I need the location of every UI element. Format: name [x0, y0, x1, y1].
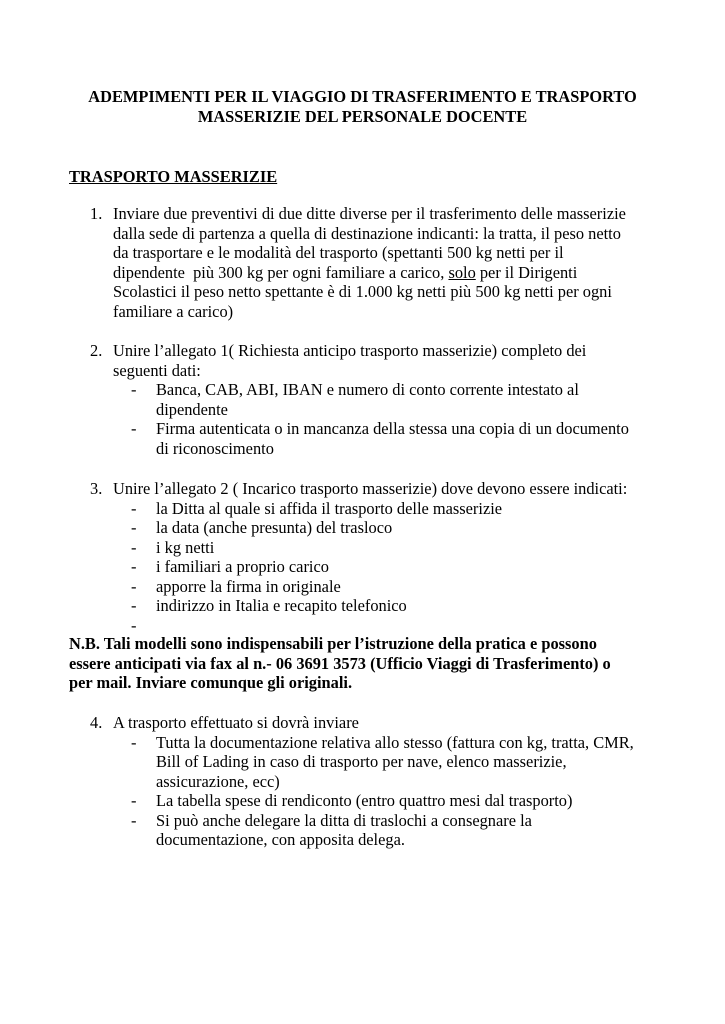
- sub-list: [69, 380, 669, 458]
- dash-bullet: -: [131, 537, 137, 557]
- text-line: i kg netti: [156, 537, 215, 557]
- text-line: Tutta la documentazione relativa allo stesso (fattura con kg, tratta, CMR,: [156, 732, 634, 752]
- text-line: La tabella spese di rendiconto (entro quattro mesi dal trasporto): [156, 791, 573, 810]
- sub-list-item: [69, 733, 669, 792]
- dash-bullet: -: [131, 380, 137, 399]
- text-line: di riconoscimento: [156, 438, 274, 458]
- sub-list-item: [69, 419, 669, 458]
- text-line: familiare a carico): [113, 301, 234, 321]
- sub-list: [69, 499, 669, 636]
- dash-bullet: -: [131, 419, 137, 438]
- item-text: [113, 341, 669, 380]
- dash-bullet: -: [131, 557, 137, 576]
- dash-bullet: -: [131, 518, 137, 537]
- text-line: Banca, CAB, ABI, IBAN e numero di conto corrente intestato al: [156, 380, 579, 399]
- text-line: per mail. Inviare comunque gli originali.: [69, 673, 353, 692]
- text-line: A trasporto effettuato si dovrà inviare: [113, 713, 359, 732]
- dash-bullet: -: [131, 498, 137, 518]
- text-line: Firma autenticata o in mancanza della stessa una copia di un documento: [156, 419, 629, 438]
- text-line: i familiari a proprio carico: [156, 557, 329, 576]
- text-segment: dipendente più 300 kg per ogni familiare a carico,: [113, 262, 449, 282]
- item-text: [113, 204, 669, 321]
- dash-bullet: -: [131, 732, 137, 752]
- text-line: la Ditta al quale si affida il trasporto delle masserizie: [156, 498, 503, 518]
- text-line: dalla sede di partenza a quella di destinazione indicanti: la tratta, il peso netto: [113, 223, 621, 243]
- sub-list-item: [69, 811, 669, 850]
- text-line: seguenti dati:: [113, 360, 201, 380]
- text-line: Scolastici il peso netto spettante è di 1.000 kg netti più 500 kg netti per ogni: [113, 282, 612, 301]
- dash-bullet: -: [131, 576, 137, 596]
- text-line: essere anticipati via fax al n.- 06 3691 3573 (Ufficio Viaggi di Trasferimento) o: [69, 653, 611, 673]
- item-text: [113, 713, 669, 733]
- text-segment: per il Dirigenti: [475, 262, 578, 282]
- item-number: 3.: [90, 479, 103, 498]
- sub-list-item: [69, 380, 669, 419]
- list-item-3: [69, 479, 669, 635]
- item-number: 1.: [90, 204, 103, 223]
- text-line: dipendente: [156, 399, 228, 419]
- text-line: apporre la firma in originale: [156, 576, 341, 596]
- text-line: la data (anche presunta) del trasloco: [156, 518, 393, 537]
- sub-list-item: [69, 616, 669, 636]
- list-item-1: [69, 204, 669, 321]
- text-line: Unire l’allegato 1( Richiesta anticipo trasporto masserizie) completo dei: [113, 341, 587, 360]
- item-text: [113, 479, 669, 499]
- list-item-4: [69, 713, 669, 850]
- dash-bullet: -: [131, 791, 137, 810]
- title-line: ADEMPIMENTI PER IL VIAGGIO DI TRASFERIMENTO E TRASPORTO: [88, 87, 637, 106]
- title-line: MASSERIZIE DEL PERSONALE DOCENTE: [197, 107, 528, 126]
- sub-list: [69, 733, 669, 850]
- document-title: [60, 87, 665, 127]
- sub-list-item: [69, 499, 669, 519]
- sub-list-item: [69, 596, 669, 616]
- text-line: documentazione, con apposita delega.: [156, 830, 405, 849]
- text-line: Unire l’allegato 2 ( Incarico trasporto masserizie) dove devono essere indicati:: [113, 479, 628, 498]
- text-line: Bill of Lading in caso di trasporto per nave, elenco masserizie,: [156, 752, 567, 771]
- text-line: Inviare due preventivi di due ditte diverse per il trasferimento delle masserizie: [113, 204, 626, 223]
- section-title: TRASPORTO MASSERIZIE: [69, 167, 278, 186]
- text-line: N.B. Tali modelli sono indispensabili per l’istruzione della pratica e possono: [69, 634, 597, 653]
- sub-list-item: [69, 518, 669, 538]
- text-line: [113, 263, 669, 283]
- dash-bullet: -: [131, 615, 137, 635]
- dash-bullet: -: [131, 810, 137, 830]
- list-item-2: [69, 341, 669, 458]
- sub-list-item: [69, 557, 669, 577]
- nb-note: [69, 634, 669, 693]
- sub-list-item: [69, 577, 669, 597]
- sub-list-item: [69, 791, 669, 811]
- text-line: assicurazione, ecc): [156, 771, 280, 791]
- text-line: da trasportare e le modalità del trasporto (spettanti 500 kg netti per il: [113, 243, 564, 262]
- underlined-word: solo: [448, 262, 476, 282]
- dash-bullet: -: [131, 596, 137, 615]
- item-number: 2.: [90, 341, 103, 360]
- text-line: indirizzo in Italia e recapito telefonico: [156, 596, 407, 615]
- item-number: 4.: [90, 713, 103, 732]
- text-line: Si può anche delegare la ditta di traslochi a consegnare la: [156, 810, 532, 830]
- sub-list-item: [69, 538, 669, 558]
